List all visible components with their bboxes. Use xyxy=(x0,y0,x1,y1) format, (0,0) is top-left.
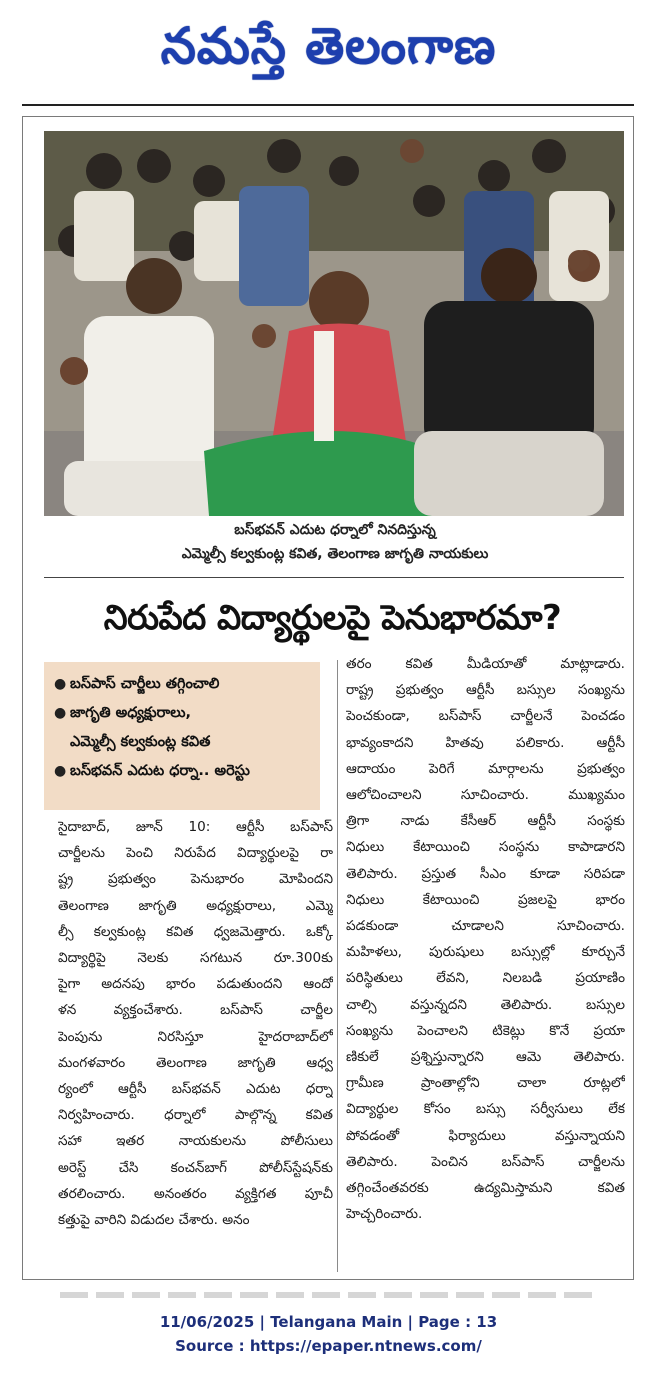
highlight-text: బస్‌పాస్‌ చార్జీలు తగ్గించాలి xyxy=(70,676,220,692)
photo-caption-line-1: బస్‌భవన్ ఎదుట ధర్నాలో నినదిస్తున్న xyxy=(234,522,436,538)
bullet-icon: ● xyxy=(54,705,67,721)
body-line: ణికులే ప్రశ్నిస్తున్నారని ఆమె తెలిపారు. xyxy=(346,1049,625,1066)
body-line: ఆలోచించాలని సూచించారు. ముఖ్యమం xyxy=(346,787,625,804)
body-line: నిధులు కేటాయించి సంస్థను కాపాడారని xyxy=(346,839,625,856)
body-line: తగ్గించేంతవరకు ఉద్యమిస్తామని కవిత xyxy=(346,1180,625,1197)
bullet-icon: ● xyxy=(54,763,67,779)
source-footer xyxy=(0,1310,657,1358)
body-line: రాష్ట్ర ప్రభుత్వం ఆర్టీసీ బస్సుల సంఖ్యను xyxy=(346,682,625,699)
bullet-icon: ● xyxy=(54,676,67,692)
highlight-item xyxy=(54,757,312,786)
newspaper-logo: నమస్తే తెలంగాణ xyxy=(160,16,497,75)
body-line: పోవడంతో ఫిర్యాదులు వస్తున్నాయని xyxy=(346,1127,625,1144)
body-line: పరిస్థితులు లేవని, నిలబడి ప్రయాణిం xyxy=(346,970,625,987)
edition-info: 11/06/2025 | Telangana Main | Page : 13 xyxy=(159,1313,498,1331)
body-line: విద్యార్థుల కోసం బస్సు సర్వీసులు లేక xyxy=(346,1101,625,1118)
photo-caption xyxy=(130,518,540,566)
body-line: గ్రామీణ ప్రాంతాల్లోని చాలా రూట్లలో xyxy=(346,1075,625,1092)
body-line: నిధులు కేటాయించి ప్రజలపై భారం xyxy=(346,891,625,908)
highlight-item xyxy=(54,699,312,728)
body-line: పెంపును నిరసిస్తూ హైదరాబాద్‌లో xyxy=(58,1028,333,1045)
body-line: హెచ్చరించారు. xyxy=(346,1206,423,1223)
body-line: ష్ట్ర ప్రభుత్వం పెనుభారం మోపిందని xyxy=(58,871,333,888)
article-headline: నిరుపేద విద్యార్థులపై పెనుభారమా? xyxy=(103,598,562,638)
body-line: సంఖ్యను పెంచాలని టికెట్లు కొనే ప్రయా xyxy=(346,1022,625,1039)
body-line: తరలించారు. అనంతరం వ్యక్తిగత పూచీ xyxy=(58,1185,333,1202)
body-line: తెలంగాణ జాగృతి అధ్యక్షురాలు, ఎమ్మె xyxy=(58,897,333,914)
column-divider xyxy=(337,660,338,1272)
body-line: చాల్సి వస్తున్నదని తెలిపారు. బస్సుల xyxy=(346,996,625,1013)
news-photo xyxy=(44,131,624,516)
caption-divider xyxy=(44,577,624,578)
masthead-divider xyxy=(22,104,634,106)
body-line: త్రిగా నాడు కేసీఆర్ ఆర్టీసీ సంస్థకు xyxy=(346,813,625,830)
body-line: సైదాబాద్, జూన్ 10: ఆర్టీసీ బస్‌పాస్ xyxy=(58,819,333,835)
body-line: ళన వ్యక్తంచేశారు. బస్‌పాస్ చార్జీల xyxy=(58,1002,333,1019)
source-link[interactable]: Source : https://epaper.ntnews.com/ xyxy=(175,1337,482,1355)
body-line: తరం కవిత మీడియాతో మాట్లాడారు. xyxy=(346,656,625,672)
highlight-item xyxy=(54,728,312,757)
highlights-box xyxy=(44,662,320,810)
article-body-left-column xyxy=(58,814,333,1233)
body-line: మహిళలు, పురుషులు బస్సుల్లో కూర్చునే xyxy=(346,944,625,961)
highlight-text: బస్‌భవన్ ఎదుట ధర్నా.. అరెస్టు xyxy=(70,763,250,779)
body-line: మంగళవారం తెలంగాణ జాగృతి ఆధ్వ xyxy=(58,1054,333,1071)
body-line: ర్యంలో ఆర్టీసీ బస్‌భవన్ ఎదుట ధర్నా xyxy=(58,1081,333,1098)
photo-caption-line-2: ఎమ్మెల్సీ కల్వకుంట్ల కవిత, తెలంగాణ జాగృతి నాయకులు xyxy=(181,546,489,562)
masthead xyxy=(0,0,657,104)
highlight-text: జాగృతి అధ్యక్షురాలు, xyxy=(70,705,192,721)
protest-photo-illustration xyxy=(44,131,624,516)
article-body-right-column xyxy=(346,651,625,1227)
body-line: కత్తుపై వారిని విడుదల చేశారు. అనం xyxy=(58,1212,250,1229)
body-line: అరెస్ట్ చేసి కంచన్‌బాగ్ పోలీస్‌స్టేషన్‌కు xyxy=(58,1159,333,1176)
body-line: సహా ఇతర నాయకులను పోలీసులు xyxy=(58,1133,333,1150)
body-line: నిర్వహించారు. ధర్నాలో పాల్గొన్న కవిత xyxy=(58,1107,333,1124)
highlight-text: ఎమ్మెల్సీ కల్వకుంట్ల కవిత xyxy=(70,734,211,750)
body-line: ఆదాయం పెరిగే మార్గాలను ప్రభుత్వం xyxy=(346,760,625,777)
body-line: ల్సీ కల్వకుంట్ల కవిత ధ్వజమెత్తారు. ఒక్కో xyxy=(58,923,333,940)
faded-next-article-strip xyxy=(60,1292,600,1298)
body-line: భావ్యంకాదని హితవు పలికారు. ఆర్టీసీ xyxy=(346,734,625,751)
body-line: చార్జీలను పెంచి నిరుపేద విద్యార్థులపై రా xyxy=(58,845,333,862)
body-line: పైగా అదనపు భారం పడుతుందని ఆందో xyxy=(58,976,333,993)
highlight-item xyxy=(54,670,312,699)
body-line: పెంచకుండా, బస్‌పాస్ చార్జీలనే పెంచడం xyxy=(346,708,625,725)
body-line: విద్యార్థిపై నెలకు సగటున రూ.300కు xyxy=(58,950,333,967)
body-line: తెలిపారు. ప్రస్తుత సీఎం కూడా సరిపడా xyxy=(346,865,625,882)
body-line: పడకుండా చూడాలని సూచించారు. xyxy=(346,918,625,935)
body-line: తెలిపారు. పెంచిన బస్‌పాస్ చార్జీలను xyxy=(346,1153,625,1170)
